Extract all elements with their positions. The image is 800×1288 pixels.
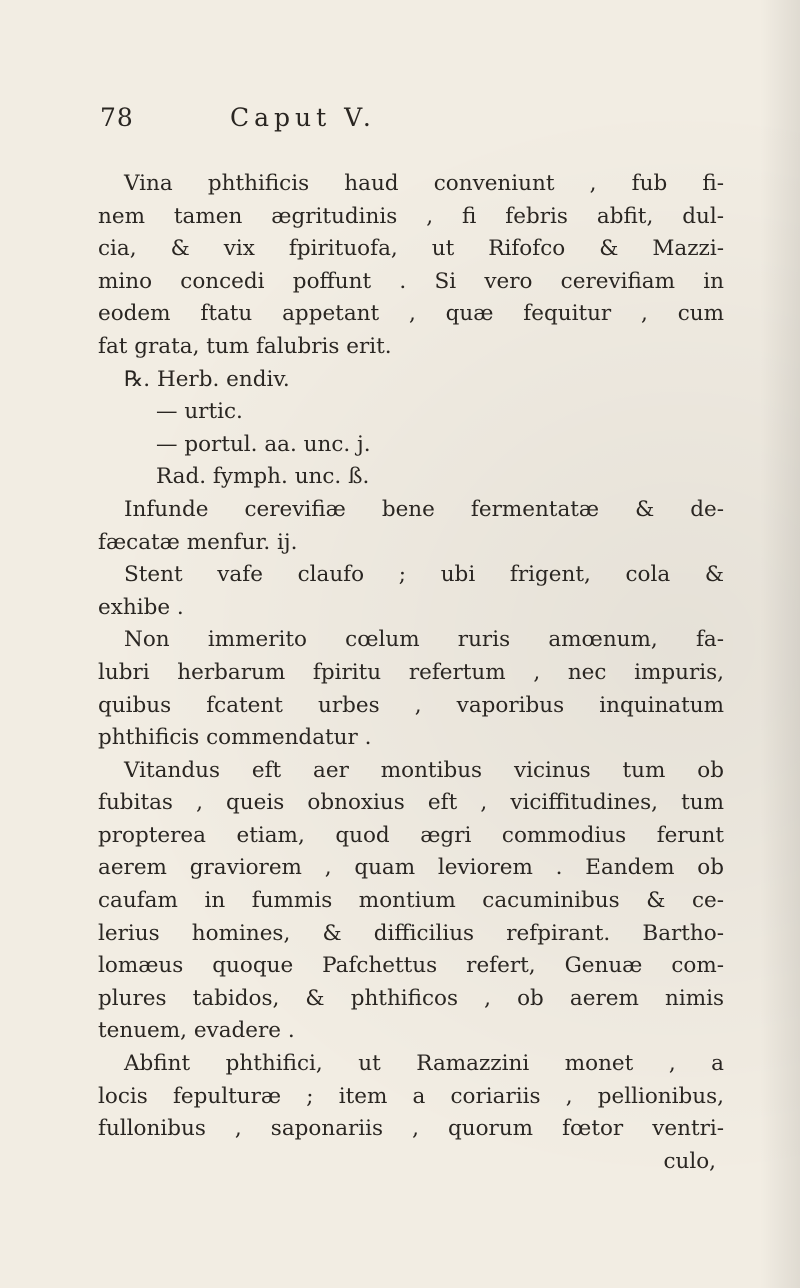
- text-line: caufam in fummis montium cacuminibus & ce-: [98, 888, 724, 914]
- text-line: Non immerito cœlum ruris amœnum, fa-: [124, 627, 724, 653]
- text-line: mino concedi poffunt . Si vero cerevifiam in: [98, 268, 724, 294]
- text-line: propterea etiam, quod ægri commodius ferunt: [98, 822, 724, 848]
- text-line: lubri herbarum fpiritu refertum , nec impuris,: [98, 659, 724, 685]
- text-line: cia, & vix fpirituofa, ut Rifofco & Mazzi-: [98, 236, 724, 262]
- text-line: quibus fcatent urbes , vaporibus inquinatum: [98, 692, 724, 718]
- text-line: lerius homines, & difficilius refpirant. Bartho-: [98, 920, 724, 946]
- catchword: culo,: [663, 1148, 716, 1174]
- text-line: fullonibus , saponariis , quorum fœtor ventri-: [98, 1116, 724, 1142]
- text-line: phthificis commendatur .: [98, 725, 372, 751]
- text-line: fubitas , queis obnoxius eft , viciffitudines, tum: [98, 790, 724, 816]
- page-number: 78: [100, 103, 134, 132]
- text-line: Abfint phthifici, ut Ramazzini monet , a: [124, 1051, 724, 1077]
- text-line: lomæus quoque Pafchettus refert, Genuæ com-: [98, 953, 724, 979]
- recipe-line: — urtic.: [156, 399, 243, 425]
- recipe-line: Rad. fymph. unc. ß.: [156, 464, 370, 490]
- text-line: fat grata, tum falubris erit.: [98, 333, 392, 359]
- text-line: plures tabidos, & phthificos , ob aerem nimis: [98, 985, 724, 1011]
- running-head: Caput V.: [230, 103, 376, 132]
- text-line: Vina phthificis haud conveniunt , fub fi-: [124, 171, 724, 196]
- text-line: Stent vafe claufo ; ubi frigent, cola &: [124, 562, 724, 588]
- text-line: eodem ftatu appetant , quæ fequitur , cum: [98, 301, 724, 327]
- text-line: fæcatæ menfur. ij.: [98, 529, 298, 555]
- text-line: locis fepulturæ ; item a coriariis , pellionibus,: [98, 1083, 724, 1109]
- page-header: [0, 103, 800, 143]
- body-text: [98, 168, 724, 1178]
- text-line: tenuem, evadere .: [98, 1018, 295, 1044]
- text-line: Infunde cerevifiæ bene fermentatæ & de-: [124, 496, 724, 522]
- recipe-line: ℞. Herb. endiv.: [124, 366, 290, 392]
- recipe-line: — portul. aa. unc. j.: [156, 431, 371, 457]
- text-line: aerem graviorem , quam leviorem . Eandem ob: [98, 855, 724, 881]
- page-edge-shadow: [760, 0, 800, 1288]
- text-line: nem tamen ægritudinis , fi febris abfit, dul-: [98, 203, 724, 229]
- text-line: exhibe .: [98, 594, 184, 620]
- text-line: Vitandus eft aer montibus vicinus tum ob: [124, 757, 724, 783]
